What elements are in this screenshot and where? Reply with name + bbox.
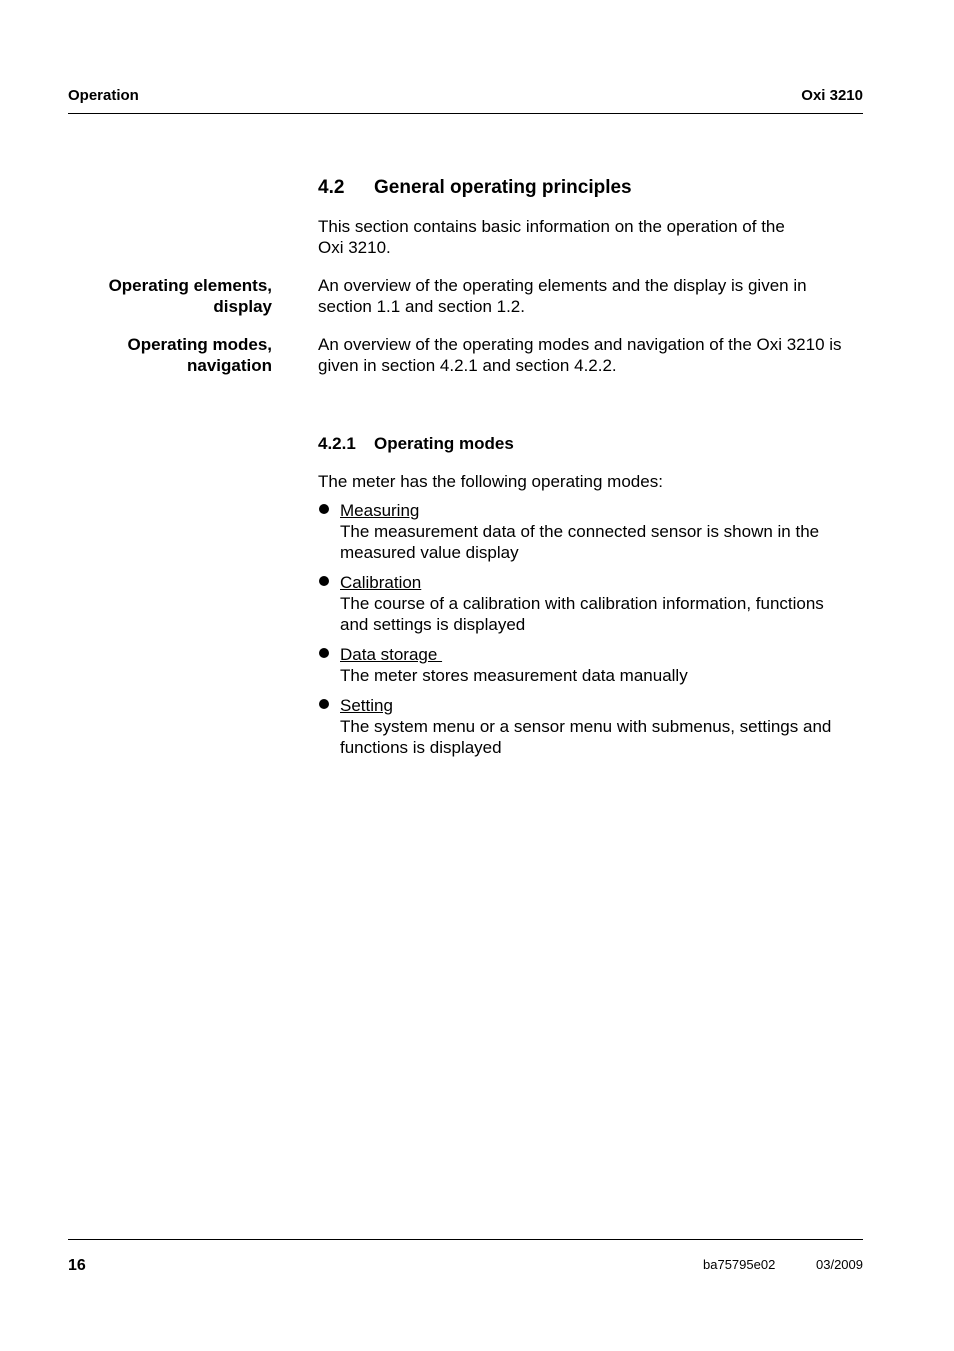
mode-desc-line: measured value display bbox=[340, 543, 519, 562]
subsection-number: 4.2.1 bbox=[318, 434, 356, 453]
subsection-title: Operating modes bbox=[374, 434, 514, 453]
bullet-icon bbox=[319, 504, 329, 514]
bullet-icon bbox=[319, 648, 329, 658]
running-header-section: Operation bbox=[68, 87, 139, 104]
list-item-measuring bbox=[340, 500, 860, 563]
mode-desc-line: The meter stores measurement data manually bbox=[340, 666, 688, 685]
mode-title: Data storage bbox=[340, 645, 443, 664]
page-number: 16 bbox=[68, 1257, 86, 1274]
list-item-data-storage bbox=[340, 644, 860, 686]
document-id: ba75795e02 bbox=[703, 1257, 776, 1272]
section-title: General operating principles bbox=[374, 177, 632, 198]
mode-title: Measuring bbox=[340, 501, 420, 520]
paragraph-operating-modes bbox=[318, 334, 863, 376]
section-intro-line: Oxi 3210. bbox=[318, 238, 391, 257]
margin-label-line: display bbox=[213, 297, 272, 316]
margin-label-line: navigation bbox=[186, 356, 272, 375]
section-number: 4.2 bbox=[318, 177, 345, 198]
section-heading bbox=[318, 177, 632, 199]
paragraph-line: given in section 4.2.1 and section 4.2.2. bbox=[318, 356, 617, 375]
header-rule bbox=[68, 113, 863, 114]
mode-desc-line: and settings is displayed bbox=[340, 615, 526, 634]
mode-desc-line: functions is displayed bbox=[340, 738, 502, 757]
paragraph-line: An overview of the operating modes and navigation of the Oxi 3210 is bbox=[318, 335, 842, 354]
paragraph-operating-elements bbox=[318, 275, 863, 317]
list-item-calibration bbox=[340, 572, 860, 635]
mode-desc-line: The measurement data of the connected sensor is shown in the bbox=[340, 522, 820, 541]
margin-label-operating-modes bbox=[62, 334, 272, 376]
paragraph-line: An overview of the operating elements and the display is given in bbox=[318, 276, 807, 295]
mode-title: Setting bbox=[340, 696, 393, 715]
section-intro bbox=[318, 216, 863, 258]
subsection-intro: The meter has the following operating modes: bbox=[318, 472, 663, 491]
list-item-setting bbox=[340, 695, 860, 758]
paragraph-line: section 1.1 and section 1.2. bbox=[318, 297, 525, 316]
running-header-product: Oxi 3210 bbox=[801, 87, 863, 104]
mode-desc-line: The course of a calibration with calibration information, functions bbox=[340, 594, 824, 613]
document-date: 03/2009 bbox=[816, 1257, 863, 1272]
section-intro-line: This section contains basic information on the operation of the bbox=[318, 217, 785, 236]
margin-label-line: Operating modes, bbox=[127, 335, 272, 354]
bullet-icon bbox=[319, 699, 329, 709]
bullet-icon bbox=[319, 576, 329, 586]
mode-title: Calibration bbox=[340, 573, 422, 592]
mode-desc-line: The system menu or a sensor menu with submenus, settings and bbox=[340, 717, 832, 736]
margin-label-line: Operating elements, bbox=[108, 276, 272, 295]
subsection-heading bbox=[318, 434, 514, 454]
footer-rule bbox=[68, 1239, 863, 1240]
margin-label-operating-elements bbox=[62, 275, 272, 317]
